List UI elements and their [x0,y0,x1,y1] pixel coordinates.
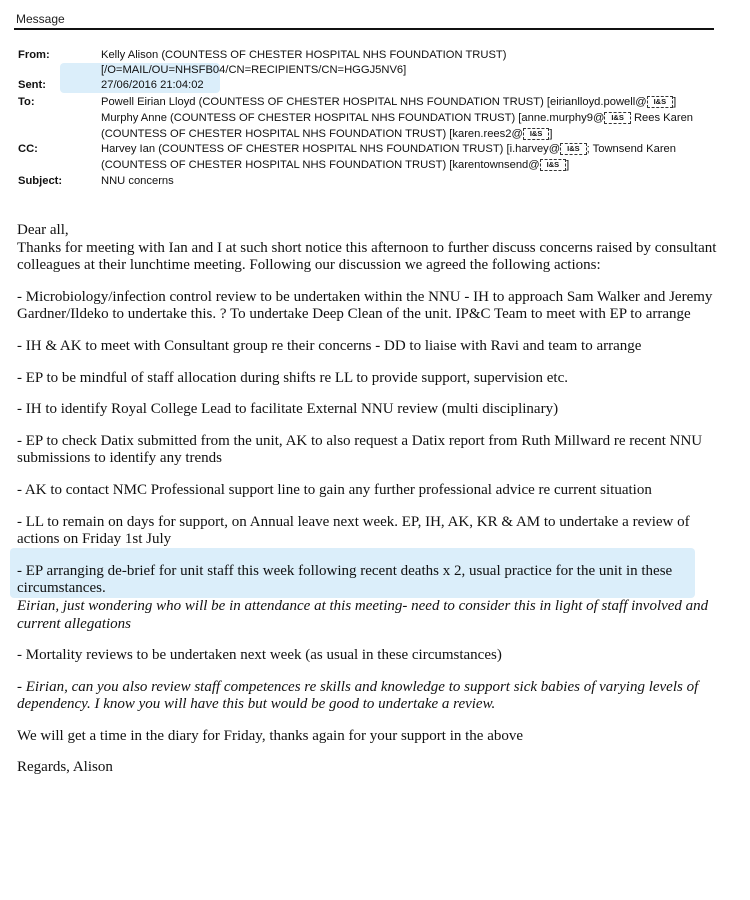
action-item: - EP to check Datix submitted from the unit, AK to also request a Datix report from Ruth Millward re recent NNU submissions to identify any trends [17,432,703,467]
closing-line: We will get a time in the diary for Friday, thanks again for your support in the above [17,727,524,744]
action-item: - LL to remain on days for support, on Annual leave next week. EP, IH, AK, KR & AM to undertake a review of actions on Friday 1st July [17,513,690,548]
message-label: Message [16,12,65,26]
redaction-box: I&S [647,96,674,108]
to-recipient-3: (COUNTESS OF CHESTER HOSPITAL NHS FOUNDATION TRUST) [karen.rees2@ I&S ] [101,128,553,140]
action-item: - AK to contact NMC Professional support line to gain any further professional advice re current situation [17,481,652,498]
to-label: To: [18,96,35,108]
redaction-box: I&S [604,112,631,124]
redaction-box: I&S [523,128,550,140]
greeting: Dear all, [17,222,69,238]
redaction-box: I&S [540,159,567,171]
header-divider [14,28,714,30]
signoff: Regards, Alison [17,759,113,776]
competence-note: - Eirian, can you also review staff competences re skills and knowledge to support sick babies of varying levels of dependency. I know you will have this but would be good to undertake a review. [17,678,699,713]
sent-value: 27/06/2016 21:04:02 [101,79,204,91]
intro-paragraph: Thanks for meeting with Ian and I at such short notice this afternoon to further discuss concerns raised by consultant colleagues at their lunchtime meeting. Following our discussion we agreed the following actions: [17,239,717,274]
from-value: Kelly Alison (COUNTESS OF CHESTER HOSPITAL NHS FOUNDATION TRUST) [101,49,507,61]
redaction-box: I&S [560,143,587,155]
from-address: [/O=MAIL/OU=NHSFB04/CN=RECIPIENTS/CN=HGGJ5NV6] [101,64,407,76]
action-item: - IH to identify Royal College Lead to facilitate External NNU review (multi disciplinary) [17,401,559,418]
note-eirian: Eirian, just wondering who will be in attendance at this meeting- need to consider this in light of staff involved and current allegations [17,597,709,632]
action-item: - IH & AK to meet with Consultant group re their concerns - DD to liaise with Ravi and team to arrange [17,337,642,354]
subject-value: NNU concerns [101,175,174,187]
to-recipient-2: Murphy Anne (COUNTESS OF CHESTER HOSPITAL NHS FOUNDATION TRUST) [anne.murphy9@ I&S Rees Karen [101,112,694,124]
action-item: - EP to be mindful of staff allocation during shifts re LL to provide support, supervision etc. [17,369,569,386]
cc-recipient-2: (COUNTESS OF CHESTER HOSPITAL NHS FOUNDATION TRUST) [karentownsend@ I&S ] [101,159,570,171]
from-label: From: [18,49,50,61]
email-body [17,222,717,777]
subject-label: Subject: [18,175,63,187]
action-item: - EP arranging de-brief for unit staff this week following recent deaths x 2, usual practice for the unit in these circumstances. [17,562,673,597]
to-recipient-1: Powell Eirian Lloyd (COUNTESS OF CHESTER HOSPITAL NHS FOUNDATION TRUST) [eirianlloyd.powell@ I&S ] [101,96,677,108]
cc-label: CC: [18,143,38,155]
mortality-item: - Mortality reviews to be undertaken next week (as usual in these circumstances) [17,647,502,664]
cc-recipient-1: Harvey Ian (COUNTESS OF CHESTER HOSPITAL NHS FOUNDATION TRUST) [i.harvey@ I&S ; Townsend Karen [101,143,676,155]
action-item: - Microbiology/infection control review to be undertaken within the NNU - IH to approach Sam Walker and Jeremy Gardner/Ildeko to undertake this. ? To undertake Deep Clean of the unit. IP&C Team to meet with EP to arrange [17,288,713,323]
sent-label: Sent: [18,79,46,91]
